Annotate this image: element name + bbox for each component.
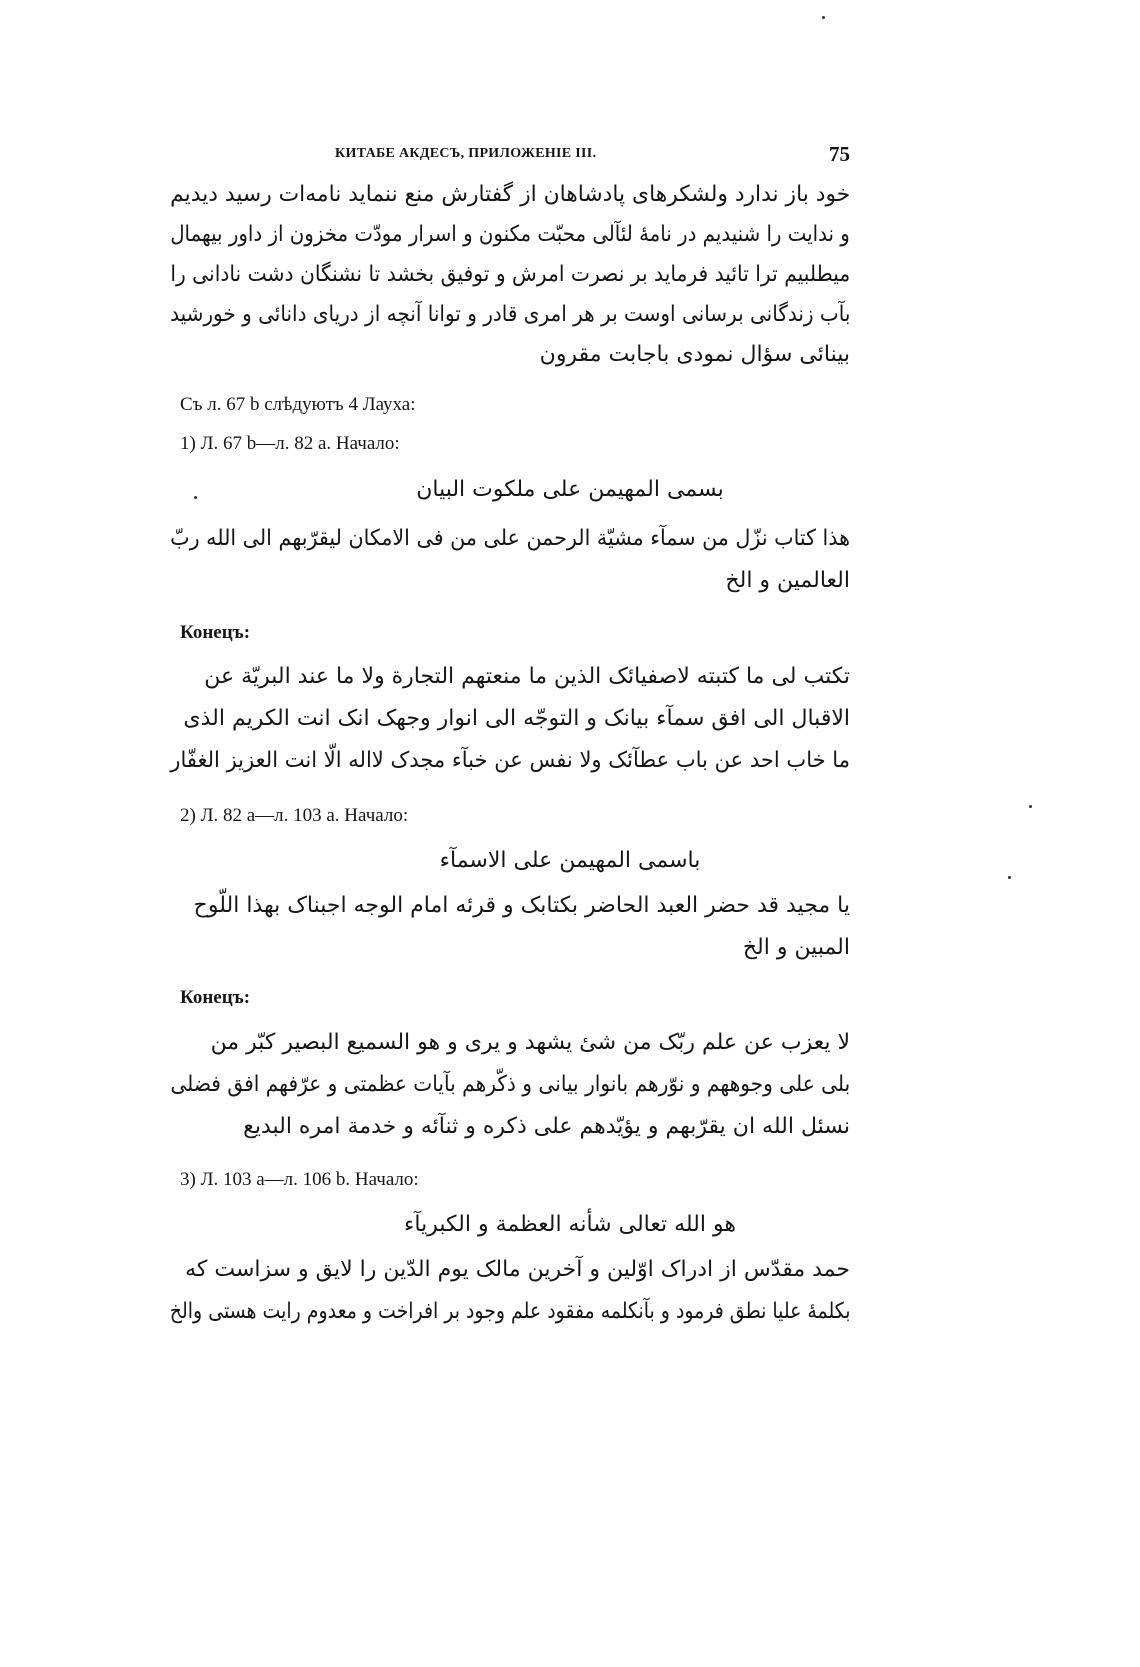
invocation: باسمی المهیمن علی الاسمآء <box>439 848 701 873</box>
end-label: Конецъ: <box>180 987 251 1008</box>
end-label: Конецъ: <box>180 622 251 643</box>
section-heading: 2) Л. 82 а—л. 103 а. Начало: <box>180 805 409 826</box>
ink-speck <box>194 496 197 499</box>
invocation: بسمی المهیمن علی ملکوت البیان <box>416 477 724 502</box>
arabic-line: الاقبال الی افق سمآء بیانک و التوجّه الی انوار وجهک انک انت الکریم الذی <box>183 706 850 731</box>
ink-speck <box>1008 876 1011 879</box>
section-heading: 1) Л. 67 b—л. 82 а. Начало: <box>180 433 400 454</box>
lauh-intro: Съ л. 67 b слѣдуютъ 4 Лауха: <box>180 394 416 415</box>
running-head: КИТАБЕ АКДЕСЪ, ПРИЛОЖЕНІЕ III. <box>335 146 597 161</box>
arabic-line: تکتب لی ما کتبته لاصفیائک الذین ما منعتهم التجارة ولا ما عند البریّة عن <box>204 664 850 689</box>
persian-line: بکلمهٔ علیا نطق فرمود و بآنکلمه مفقود علم وجود بر افراخت و معدوم رایت هستی والخ <box>169 1299 850 1324</box>
arabic-line: ما خاب احد عن باب عطآئک ولا نفس عن خبآء مجدک لااله الّا انت العزیز الغفّار <box>170 748 850 773</box>
arabic-line: بلی علی وجوههم و نوّرهم بانوار بیانی و ذکّرهم بآیات عظمتی و عرّفهم افق فضلی <box>170 1072 850 1097</box>
arabic-line: هذا کتاب نزّل من سمآء مشیّة الرحمن علی من فی الامکان لیقرّبهم الی الله ربّ <box>170 526 850 551</box>
persian-line: بآب زندگانی برسانی اوست بر هر امری قادر و توانا آنچه از دریای دانائی و خورشید <box>169 302 850 327</box>
persian-line: بینائی سؤال نمودی باجابت مقرون <box>539 342 850 367</box>
page-number: 75 <box>829 142 850 166</box>
persian-line: و ندایت را شنیدیم در نامهٔ لئآلی محبّت مکنون و اسرار مودّت مخزون از داور بیهمال <box>170 222 850 247</box>
page-header <box>180 142 850 172</box>
section-heading: 3) Л. 103 а—л. 106 b. Начало: <box>180 1169 419 1190</box>
ink-speck <box>822 16 825 19</box>
arabic-line: العالمین و الخ <box>725 568 850 593</box>
persian-line: خود باز ندارد ولشکرهای پادشاهان از گفتارش منع ننماید نامه‌ات رسید دیدیم <box>169 182 850 207</box>
arabic-line: المبین و الخ <box>742 935 850 960</box>
invocation: هو الله تعالی شأنه العظمة و الکبریآء <box>404 1212 736 1237</box>
persian-line: حمد مقدّس از ادراک اوّلین و آخرین مالک یوم الدّین را لایق و سزاست که <box>185 1257 850 1282</box>
ink-speck <box>1029 805 1032 808</box>
arabic-line: یا مجید قد حضر العبد الحاضر بکتابک و قرئه امام الوجه اجبناک بهذا اللّوح <box>193 893 850 918</box>
arabic-line: نسئل الله ان یقرّبهم و یؤیّدهم علی ذکره و ثنآئه و خدمة امره البدیع <box>243 1114 850 1139</box>
arabic-line: لا یعزب عن علم ربّک من شیٔ یشهد و یری و هو السمیع البصیر کبّر من <box>210 1030 850 1055</box>
persian-line: میطلبیم ترا تائید فرماید بر نصرت امرش و توفیق بخشد تا نشنگان دشت نادانی را <box>170 262 850 287</box>
